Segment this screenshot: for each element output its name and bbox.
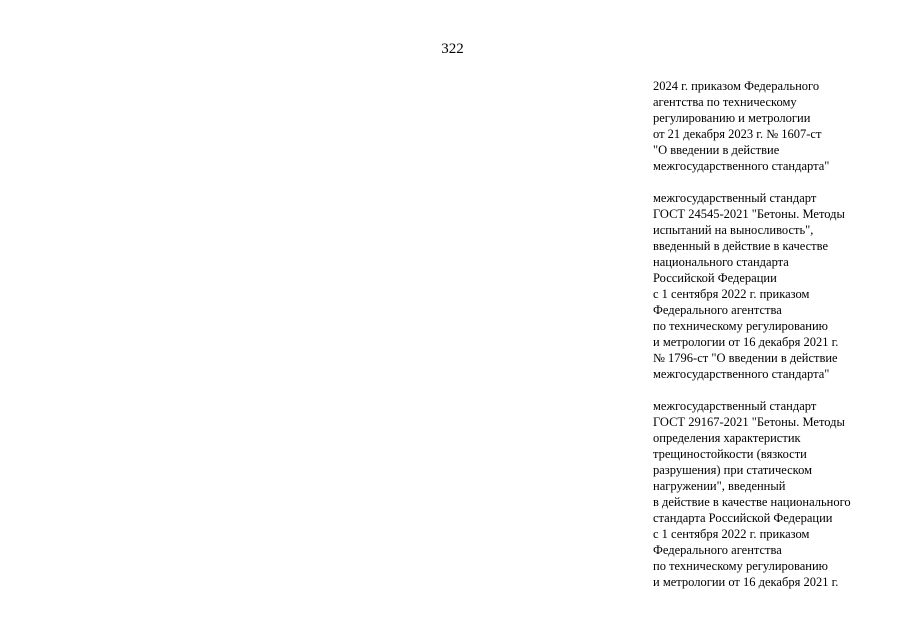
text-line: по техническому регулированию [653, 559, 829, 573]
text-line: Федерального агентства [653, 543, 782, 557]
text-line: и метрологии от 16 декабря 2021 г. [653, 575, 839, 589]
text-line: национального стандарта [653, 255, 789, 269]
text-line: нагружении", введенный [653, 479, 786, 493]
text-line: с 1 сентября 2022 г. приказом [653, 527, 810, 541]
text-line: агентства по техническому [653, 95, 797, 109]
text-line: Федерального агентства [653, 303, 782, 317]
text-line: разрушения) при статическом [653, 463, 813, 477]
text-line: введенный в действие в качестве [653, 239, 829, 253]
text-line: испытаний на выносливость", [653, 223, 814, 237]
text-line: межгосударственный стандарт [653, 191, 817, 205]
text-line: межгосударственного стандарта" [653, 159, 830, 173]
paragraph-gost-29167 [653, 398, 893, 590]
text-line: № 1796-ст "О введении в действие [653, 351, 838, 365]
paragraph-order-2023 [653, 78, 893, 174]
text-line: с 1 сентября 2022 г. приказом [653, 287, 810, 301]
text-line: Российской Федерации [653, 271, 777, 285]
text-line: 2024 г. приказом Федерального [653, 79, 820, 93]
text-line: регулированию и метрологии [653, 111, 811, 125]
text-line: ГОСТ 24545-2021 "Бетоны. Методы [653, 207, 845, 221]
text-line: "О введении в действие [653, 143, 780, 157]
paragraph-gost-24545 [653, 190, 893, 382]
text-line: ГОСТ 29167-2021 "Бетоны. Методы [653, 415, 845, 429]
text-line: и метрологии от 16 декабря 2021 г. [653, 335, 839, 349]
page-number: 322 [441, 41, 464, 57]
text-line: по техническому регулированию [653, 319, 829, 333]
text-line: межгосударственного стандарта" [653, 367, 830, 381]
text-line: в действие в качестве национального [653, 495, 851, 509]
text-line: трещиностойкости (вязкости [653, 447, 807, 461]
text-line: от 21 декабря 2023 г. № 1607-ст [653, 127, 822, 141]
text-column [653, 78, 893, 606]
text-line: определения характеристик [653, 431, 801, 445]
text-line: стандарта Российской Федерации [653, 511, 833, 525]
text-line: межгосударственный стандарт [653, 399, 817, 413]
